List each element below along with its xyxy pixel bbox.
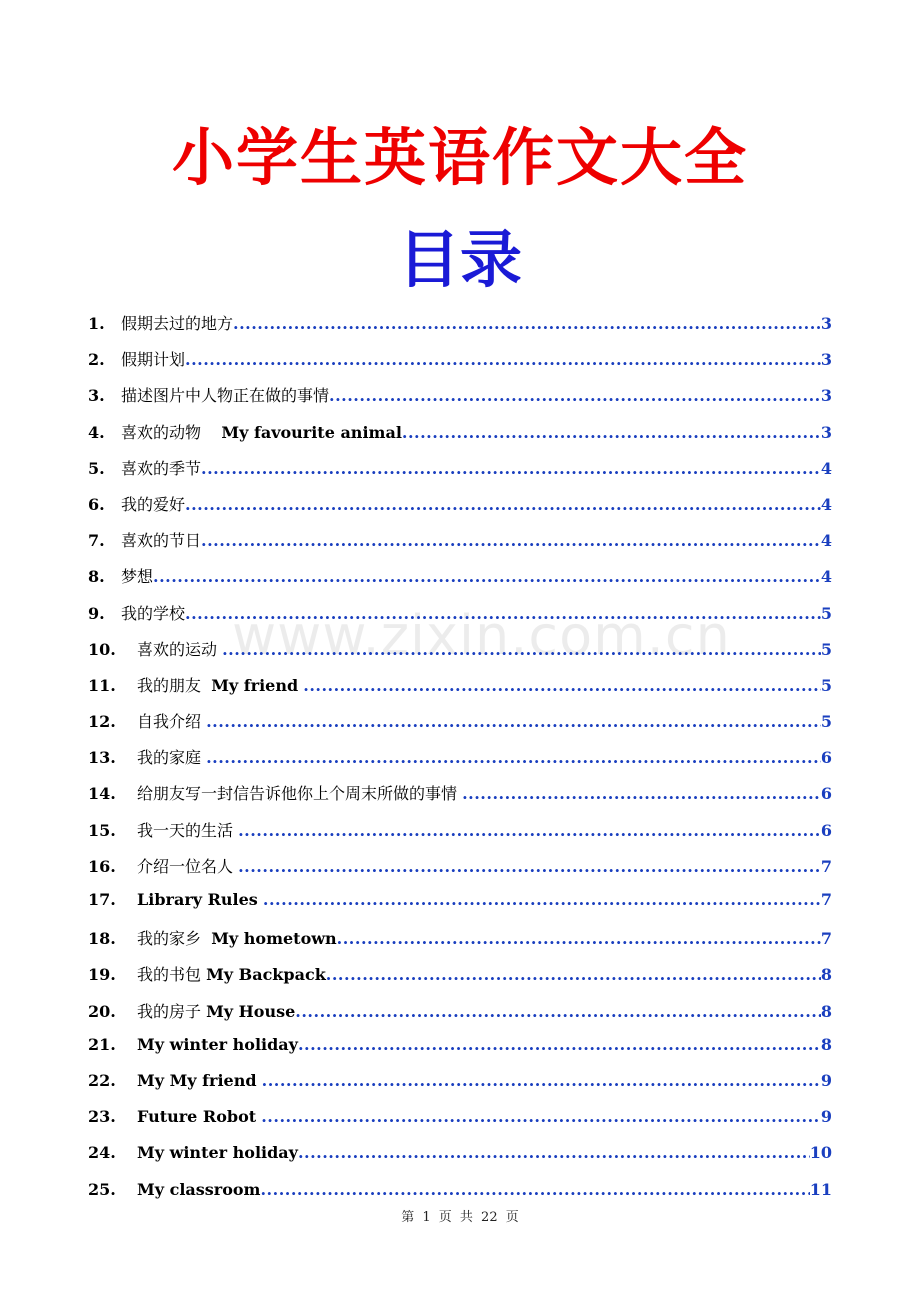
toc-dot-leader (201, 531, 821, 550)
toc-entry-number: 5. (88, 458, 105, 478)
toc-dot-leader (206, 748, 821, 767)
toc-entry-page-number: 8 (820, 965, 832, 985)
toc-entry-number: 18. (88, 929, 116, 949)
toc-entry-page-number: 7 (820, 929, 832, 949)
toc-dot-leader (262, 1071, 821, 1090)
toc-entry-label: My winter holiday (137, 1143, 298, 1163)
toc-entry[interactable] (88, 926, 832, 962)
toc-entry[interactable] (88, 709, 832, 745)
toc-entry-label: 介绍一位名人 (137, 856, 239, 876)
toc-entry[interactable] (88, 1035, 832, 1071)
toc-entry[interactable] (88, 818, 832, 854)
toc-dot-leader (233, 314, 821, 333)
toc-entry-page-number: 4 (820, 458, 832, 478)
page-footer: 第 1 页 共 22 页 (401, 1210, 519, 1225)
toc-entry[interactable] (88, 564, 832, 600)
toc-dot-leader (329, 386, 821, 405)
toc-entry-page-number: 9 (820, 1107, 832, 1127)
toc-dot-leader (185, 350, 821, 369)
toc-entry-page-number: 4 (820, 494, 832, 514)
toc-entry-label: 喜欢的节日 (121, 531, 202, 551)
toc-dot-leader (222, 640, 821, 659)
watermark: www.zixin.com.cn (232, 604, 731, 667)
toc-entry-number: 10. (88, 639, 116, 659)
toc-dot-leader (238, 857, 821, 876)
toc-entry-number: 6. (88, 494, 105, 514)
toc-dot-leader (260, 1180, 809, 1199)
toc-entry-label: 我的房子 My House (137, 1001, 296, 1021)
toc-dot-leader (263, 890, 821, 909)
toc-dot-leader (206, 712, 821, 731)
toc-entry-number: 19. (88, 965, 116, 985)
toc-entry-number: 12. (88, 712, 116, 732)
toc-entry-page-number: 7 (820, 890, 832, 909)
toc-entry-label: 梦想 (121, 567, 154, 587)
toc-entry-label: Future Robot (137, 1107, 257, 1127)
toc-entry[interactable] (88, 781, 832, 817)
toc-entry-label: 假期计划 (121, 350, 186, 370)
toc-entry-label: 描述图片中人物正在做的事情 (121, 386, 330, 406)
toc-entry-page-number: 6 (820, 784, 832, 804)
toc-entry-page-number: 5 (820, 603, 832, 623)
toc-entry-page-number: 3 (820, 386, 832, 406)
toc-entry-page-number: 6 (820, 820, 832, 840)
toc-dot-leader (402, 423, 821, 442)
toc-entry-number: 16. (88, 856, 116, 876)
toc-entry[interactable] (88, 492, 832, 528)
toc-entry-label: 我的家庭 (137, 748, 207, 768)
toc-entry-label: 我的书包 My Backpack (137, 965, 326, 985)
toc-dot-leader (337, 929, 821, 948)
toc-entry-number: 2. (88, 350, 105, 370)
toc-entry-label: My My friend (137, 1070, 257, 1090)
toc-entry-label: Library Rules (137, 890, 258, 909)
toc-entry-label: 我的朋友 My friend (137, 675, 299, 695)
toc-entry[interactable] (88, 745, 832, 781)
toc-entry-number: 7. (88, 531, 105, 551)
toc-entry-number: 15. (88, 820, 116, 840)
toc-dot-leader (238, 821, 821, 840)
toc-entry[interactable] (88, 456, 832, 492)
toc-entry-number: 9. (88, 603, 105, 623)
toc-entry-page-number: 5 (820, 712, 832, 732)
toc-entry-number: 25. (88, 1179, 116, 1199)
toc-entry[interactable] (88, 1107, 832, 1143)
toc-entry-label: 假期去过的地方 (121, 314, 234, 333)
toc-entry-number: 11. (88, 675, 116, 695)
toc-entry[interactable] (88, 347, 832, 383)
toc-dot-leader (298, 1143, 810, 1162)
toc-entry[interactable] (88, 890, 832, 926)
toc-dot-leader (303, 676, 821, 695)
toc-entry-number: 14. (88, 784, 116, 804)
toc-entry-page-number: 11 (809, 1179, 832, 1199)
toc-dot-leader (326, 965, 821, 984)
toc-entry-label: 喜欢的动物 My favourite animal (121, 422, 402, 442)
toc-entry-page-number: 7 (820, 856, 832, 876)
toc-dot-leader (295, 1002, 821, 1021)
toc-entry-page-number: 3 (820, 314, 832, 333)
toc-entry[interactable] (88, 962, 832, 998)
toc-dot-leader (462, 784, 821, 803)
toc-entry[interactable] (88, 673, 832, 709)
toc-entry[interactable] (88, 999, 832, 1035)
toc-heading: 目录 (397, 223, 522, 296)
toc-entry-page-number: 4 (820, 531, 832, 551)
toc-entry-page-number: 8 (820, 1001, 832, 1021)
toc-entry-page-number: 4 (820, 567, 832, 587)
toc-entry-label: 喜欢的季节 (121, 458, 202, 478)
toc-entry[interactable] (88, 637, 832, 673)
toc-entry-number: 23. (88, 1107, 116, 1127)
toc-entry[interactable] (88, 1143, 832, 1179)
toc-entry-page-number: 10 (809, 1143, 832, 1163)
toc-dot-leader (261, 1107, 821, 1126)
toc-dot-leader (185, 604, 821, 623)
toc-entry-number: 21. (88, 1034, 116, 1054)
toc-entry-number: 8. (88, 567, 105, 587)
document-title: 小学生英语作文大全 (171, 121, 748, 194)
toc-entry-label: 我的家乡 My hometown (137, 929, 337, 949)
toc-dot-leader (185, 495, 821, 514)
toc-entry-number: 24. (88, 1143, 116, 1163)
toc-entry-label: 我一天的生活 (137, 820, 239, 840)
toc-entry-number: 1. (88, 314, 105, 333)
toc-entry-label: 自我介绍 (137, 712, 207, 732)
toc-entry-label: My winter holiday (137, 1034, 298, 1054)
toc-entry-number: 20. (88, 1001, 116, 1021)
table-of-contents (88, 311, 832, 1216)
toc-entry-label: 喜欢的运动 (137, 639, 223, 659)
toc-entry-number: 3. (88, 386, 105, 406)
toc-entry-label: My classroom (137, 1179, 261, 1199)
toc-dot-leader (153, 567, 821, 586)
toc-entry-label: 我的爱好 (121, 494, 186, 514)
toc-entry-page-number: 3 (820, 422, 832, 442)
toc-entry-number: 22. (88, 1070, 116, 1090)
toc-dot-leader (298, 1035, 821, 1054)
toc-entry[interactable] (88, 420, 832, 456)
toc-entry-page-number: 8 (820, 1034, 832, 1054)
toc-entry-number: 17. (88, 890, 116, 909)
toc-entry[interactable] (88, 528, 832, 564)
toc-entry[interactable] (88, 311, 832, 347)
toc-entry-label: 给朋友写一封信告诉他你上个周末所做的事情 (137, 784, 463, 804)
toc-entry-label: 我的学校 (121, 603, 186, 623)
toc-entry-page-number: 5 (820, 639, 832, 659)
toc-entry-number: 4. (88, 422, 105, 442)
toc-entry[interactable] (88, 601, 832, 637)
toc-entry-page-number: 5 (820, 675, 832, 695)
toc-entry[interactable] (88, 1071, 832, 1107)
toc-entry[interactable] (88, 854, 832, 890)
toc-entry-page-number: 6 (820, 748, 832, 768)
toc-entry-page-number: 9 (820, 1070, 832, 1090)
toc-entry[interactable] (88, 383, 832, 419)
toc-entry-number: 13. (88, 748, 116, 768)
toc-dot-leader (201, 459, 821, 478)
toc-entry-page-number: 3 (820, 350, 832, 370)
